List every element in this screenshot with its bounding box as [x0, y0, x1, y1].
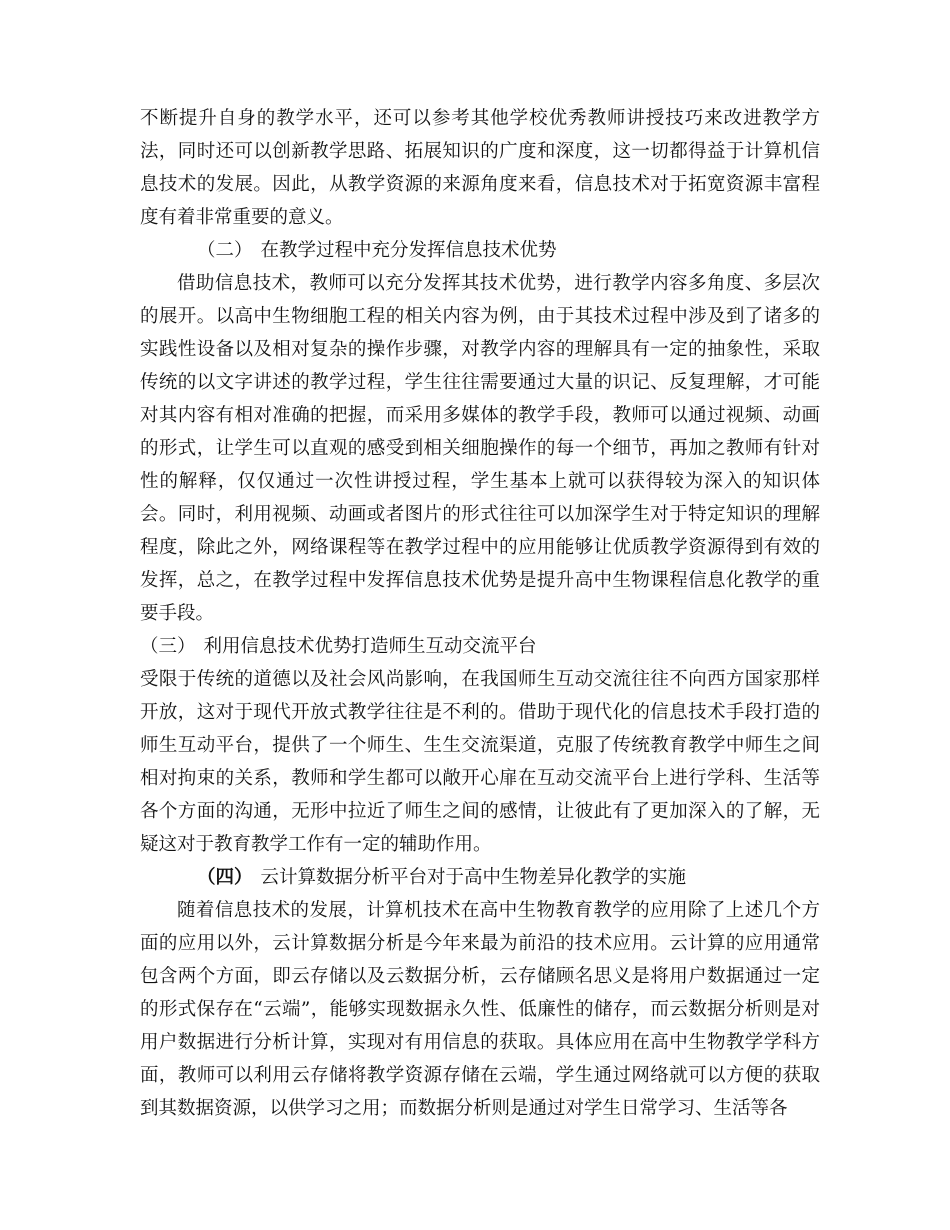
section-number-4: （四） — [197, 867, 253, 888]
section-heading-2 — [140, 234, 820, 267]
paragraph-continued: 不断提升自身的教学水平，还可以参考其他学校优秀教师讲授技巧来改进教学方法，同时还可以创新教学思路、拓展知识的广度和深度，这一切都得益于计算机信息技术的发展。因此，从教学资源的来源角度来看，信息技术对于拓宽资源丰富程度有着非常重要的意义。 — [140, 108, 820, 228]
section-number-2: （二） — [197, 240, 253, 261]
section-body-2: 借助信息技术，教师可以充分发挥其技术优势，进行教学内容多角度、多层次的展开。以高中生物细胞工程的相关内容为例，由于其技术过程中涉及到了诸多的实践性设备以及相对复杂的操作步骤，对教学内容的理解具有一定的抽象性，采取传统的以文字讲述的教学过程，学生往往需要通过大量的识记、反复理解，才可能对其内容有相对准确的把握，而采用多媒体的教学手段，教师可以通过视频、动画的形式，让学生可以直观的感受到相关细胞操作的每一个细节，再加之教师有针对性的解释，仅仅通过一次性讲授过程，学生基本上就可以获得较为深入的知识体会。同时，利用视频、动画或者图片的形式往往可以加深学生对于特定知识的理解程度，除此之外，网络课程等在教学过程中的应用能够让优质教学资源得到有效的发挥，总之，在教学过程中发挥信息技术优势是提升高中生物课程信息化教学的重要手段。 — [140, 273, 820, 624]
section-title-2: 在教学过程中充分发挥信息技术优势 — [260, 240, 557, 261]
section-heading-4 — [140, 861, 820, 894]
section-title-4: 云计算数据分析平台对于高中生物差异化教学的实施 — [260, 867, 687, 888]
section-number-3: （三） — [140, 636, 196, 657]
section-body-3: 受限于传统的道德以及社会风尚影响，在我国师生互动交流往往不向西方国家那样开放，这对于现代开放式教学往往是不利的。借助于现代化的信息技术手段打造的师生互动平台，提供了一个师生、生生交流渠道，克服了传统教育教学中师生之间相对拘束的关系，教师和学生都可以敞开心扉在互动交流平台上进行学科、生活等各个方面的沟通，无形中拉近了师生之间的感情，让彼此有了更加深入的了解，无疑这对于教育教学工作有一定的辅助作用。 — [140, 669, 820, 855]
document-page — [140, 102, 820, 1125]
section-title-3: 利用信息技术优势打造师生互动交流平台 — [203, 636, 537, 657]
section-heading-3 — [140, 630, 820, 663]
section-body-4: 随着信息技术的发展，计算机技术在高中生物教育教学的应用除了上述几个方面的应用以外，云计算数据分析是今年来最为前沿的技术应用。云计算的应用通常包含两个方面，即云存储以及云数据分析，云存储顾名思义是将用户数据通过一定的形式保存在“云端”，能够实现数据永久性、低廉性的储存，而云数据分析则是对用户数据进行分析计算，实现对有用信息的获取。具体应用在高中生物教学学科方面，教师可以利用云存储将教学资源存储在云端，学生通过网络就可以方便的获取到其数据资源，以供学习之用；而数据分析则是通过对学生日常学习、生活等各 — [140, 900, 820, 1119]
